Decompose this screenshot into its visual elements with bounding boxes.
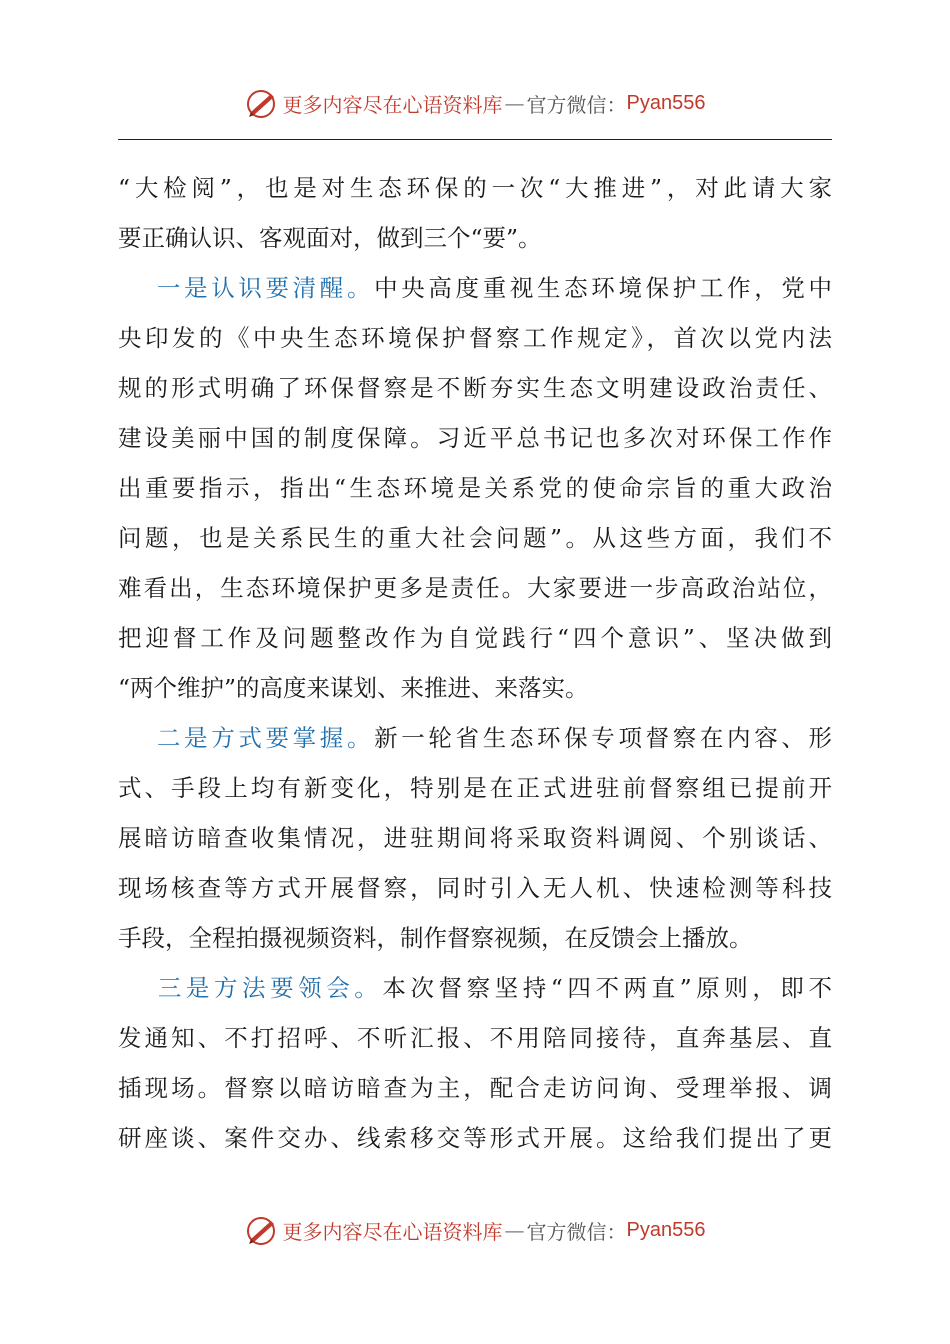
text-line: “大检阅”，也是对生态环保的一次“大推进”，对此请大家: [118, 174, 832, 202]
paragraph-first-line: [118, 963, 832, 1013]
paragraph-first-line: [118, 713, 832, 763]
text-span: 本次督察坚持“四不两直”原则，即不: [382, 974, 832, 1002]
banner-separator: —: [504, 1218, 525, 1242]
text-line: 式、手段上均有新变化，特别是在正式进驻前督察组已提前开: [118, 774, 832, 802]
text-line: 难看出，生态环境保护更多是责任。大家要进一步高政治站位，: [118, 574, 832, 602]
text-line: 央印发的《中央生态环境保护督察工作规定》，首次以党内法: [118, 324, 832, 352]
text-line: 展暗访暗查收集情况，进驻期间将采取资料调阅、个别谈话、: [118, 824, 832, 852]
paragraph-first-line: [118, 263, 832, 313]
text-line: 插现场。督察以暗访暗查为主，配合走访问询、受理举报、调: [118, 1074, 832, 1102]
pen-logo-icon: [245, 86, 279, 120]
text-line: 规的形式明确了环保督察是不断夯实生态文明建设政治责任、: [118, 374, 832, 402]
footer-banner: [0, 1210, 950, 1250]
text-span: 中央高度重视生态环境保护工作，党中: [374, 274, 832, 302]
pen-logo-icon: [245, 1213, 279, 1247]
header-divider: [118, 139, 832, 140]
text-line: 发通知、不打招呼、不听汇报、不用陪同接待，直奔基层、直: [118, 1024, 832, 1052]
text-line: 出重要指示，指出“生态环境是关系党的使命宗旨的重大政治: [118, 474, 832, 502]
text-span: 新一轮省生态环保专项督察在内容、形: [374, 724, 832, 752]
document-body: [118, 163, 832, 1163]
banner-separator: —: [504, 91, 525, 115]
text-line: 建设美丽中国的制度保障。习近平总书记也多次对环保工作作: [118, 424, 832, 452]
wechat-id: Pyan556: [626, 91, 706, 114]
section-heading: 三是方法要领会。: [153, 974, 383, 1002]
text-line: 现场核查等方式开展督察，同时引入无人机、快速检测等科技: [118, 874, 832, 902]
text-line: 手段，全程拍摄视频资料，制作督察视频，在反馈会上播放。: [118, 924, 753, 952]
text-line: 研座谈、案件交办、线索移交等形式开展。这给我们提出了更: [118, 1124, 832, 1152]
header-banner: [0, 83, 950, 123]
banner-text: 更多内容尽在心语资料库: [282, 92, 503, 117]
wechat-id: Pyan556: [626, 1218, 706, 1241]
text-line: 把迎督工作及问题整改作为自觉践行“四个意识”、坚决做到: [118, 624, 832, 652]
text-line: “两个维护”的高度来谋划、来推进、来落实。: [118, 674, 589, 702]
text-line: 问题，也是关系民生的重大社会问题”。从这些方面，我们不: [118, 524, 832, 552]
section-heading: 一是认识要清醒。: [153, 274, 375, 302]
wechat-label: 官方微信：: [526, 1219, 627, 1244]
banner-text: 更多内容尽在心语资料库: [282, 1219, 503, 1244]
wechat-label: 官方微信：: [526, 92, 627, 117]
text-line: 要正确认识、客观面对，做到三个“要”。: [118, 224, 542, 252]
section-heading: 二是方式要掌握。: [153, 724, 375, 752]
